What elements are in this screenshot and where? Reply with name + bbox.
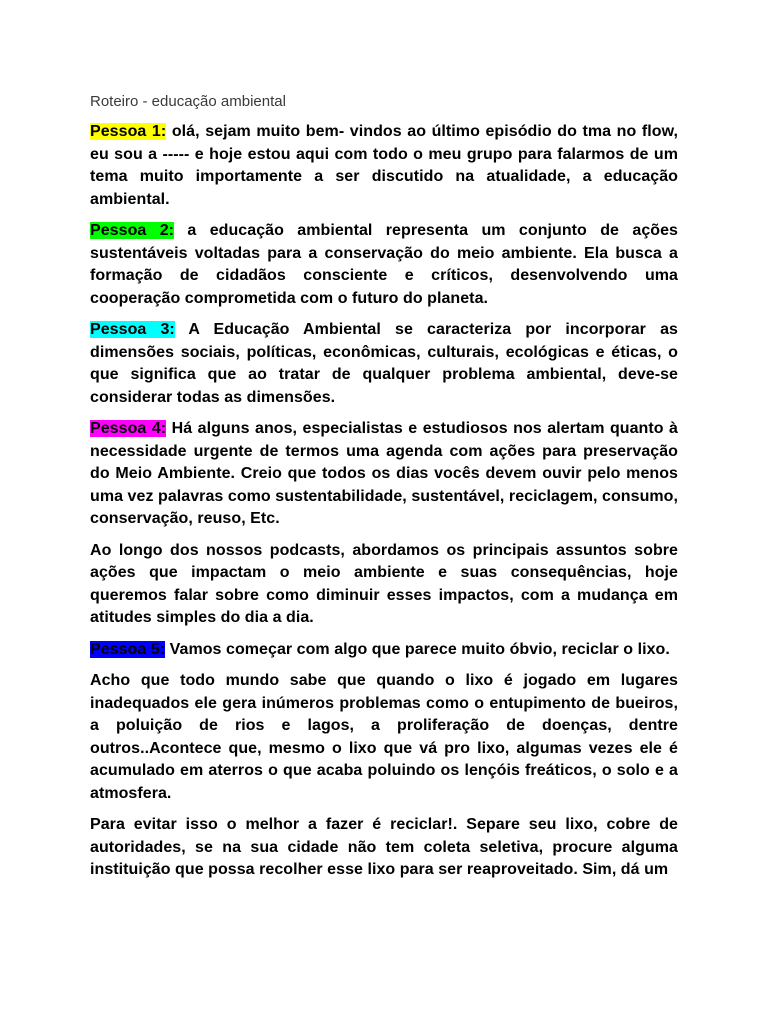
paragraph-text: Vamos começar com algo que parece muito óbvio, reciclar o lixo. [165, 640, 670, 658]
paragraph-pessoa-4 [90, 418, 678, 531]
speaker-label: Pessoa 1: [90, 123, 167, 140]
speaker-label: Pessoa 3: [90, 321, 175, 338]
document-title: Roteiro - educação ambiental [90, 93, 286, 110]
paragraph-lixo [90, 670, 678, 805]
speaker-label: Pessoa 5: [90, 640, 166, 658]
paragraph-pessoa-3 [90, 319, 678, 409]
speaker-label: Pessoa 2: [90, 222, 175, 239]
paragraph-pessoa-2 [90, 220, 678, 310]
paragraph-text: a educação ambiental representa um conjunto de ações sustentáveis voltadas para a conservação do meio ambiente. Ela busca a formação de cidadãos consciente e críticos, desenvolvendo uma cooperação comprometida com o futuro do planeta. [90, 222, 678, 307]
paragraph-podcasts [90, 540, 678, 630]
paragraph-text: Para evitar isso o melhor a fazer é reciclar!. Separe seu lixo, cobre de autoridades, se na sua cidade não tem coleta seletiva, procure alguma instituição que possa recolher esse lixo para ser reaproveitado. Sim, dá um [90, 816, 678, 878]
paragraph-text: olá, sejam muito bem- vindos ao último episódio do tma no flow, eu sou a ----- e hoje estou aqui com todo o meu grupo para falarmos de um tema muito importamente a ser discutido na atualidade, a educação ambiental. [90, 123, 678, 208]
paragraph-reciclar [90, 814, 678, 882]
speaker-label: Pessoa 4: [90, 420, 167, 437]
paragraph-pessoa-1 [90, 121, 678, 211]
paragraph-text: Ao longo dos nossos podcasts, abordamos os principais assuntos sobre ações que impactam o meio ambiente e suas consequências, hoje queremos falar sobre como diminuir esses impactos, com a mudança em atitudes simples do dia a dia. [90, 541, 678, 626]
paragraph-pessoa-5 [90, 639, 678, 662]
document-page [90, 92, 678, 891]
paragraph-text: A Educação Ambiental se caracteriza por incorporar as dimensões sociais, políticas, econômicas, culturais, ecológicas e éticas, o que significa que ao tratar de qualquer problema ambiental, deve-se considerar todas as dimensões. [90, 321, 678, 406]
paragraph-text: Há alguns anos, especialistas e estudiosos nos alertam quanto à necessidade urgente de termos uma agenda com ações para preservação do Meio Ambiente. Creio que todos os dias vocês devem ouvir pelo menos uma vez palavras como sustentabilidade, sustentável, reciclagem, consumo, conservação, reuso, Etc. [90, 420, 678, 527]
paragraph-text: Acho que todo mundo sabe que quando o lixo é jogado em lugares inadequados ele gera inúmeros problemas como o entupimento de bueiros, a poluição de rios e lagos, a proliferação de doenças, dentre outros..Acontece que, mesmo o lixo que vá pro lixo, algumas vezes ele é acumulado em aterros o que acaba poluindo os lençóis freáticos, o solo e a atmosfera. [90, 672, 678, 802]
